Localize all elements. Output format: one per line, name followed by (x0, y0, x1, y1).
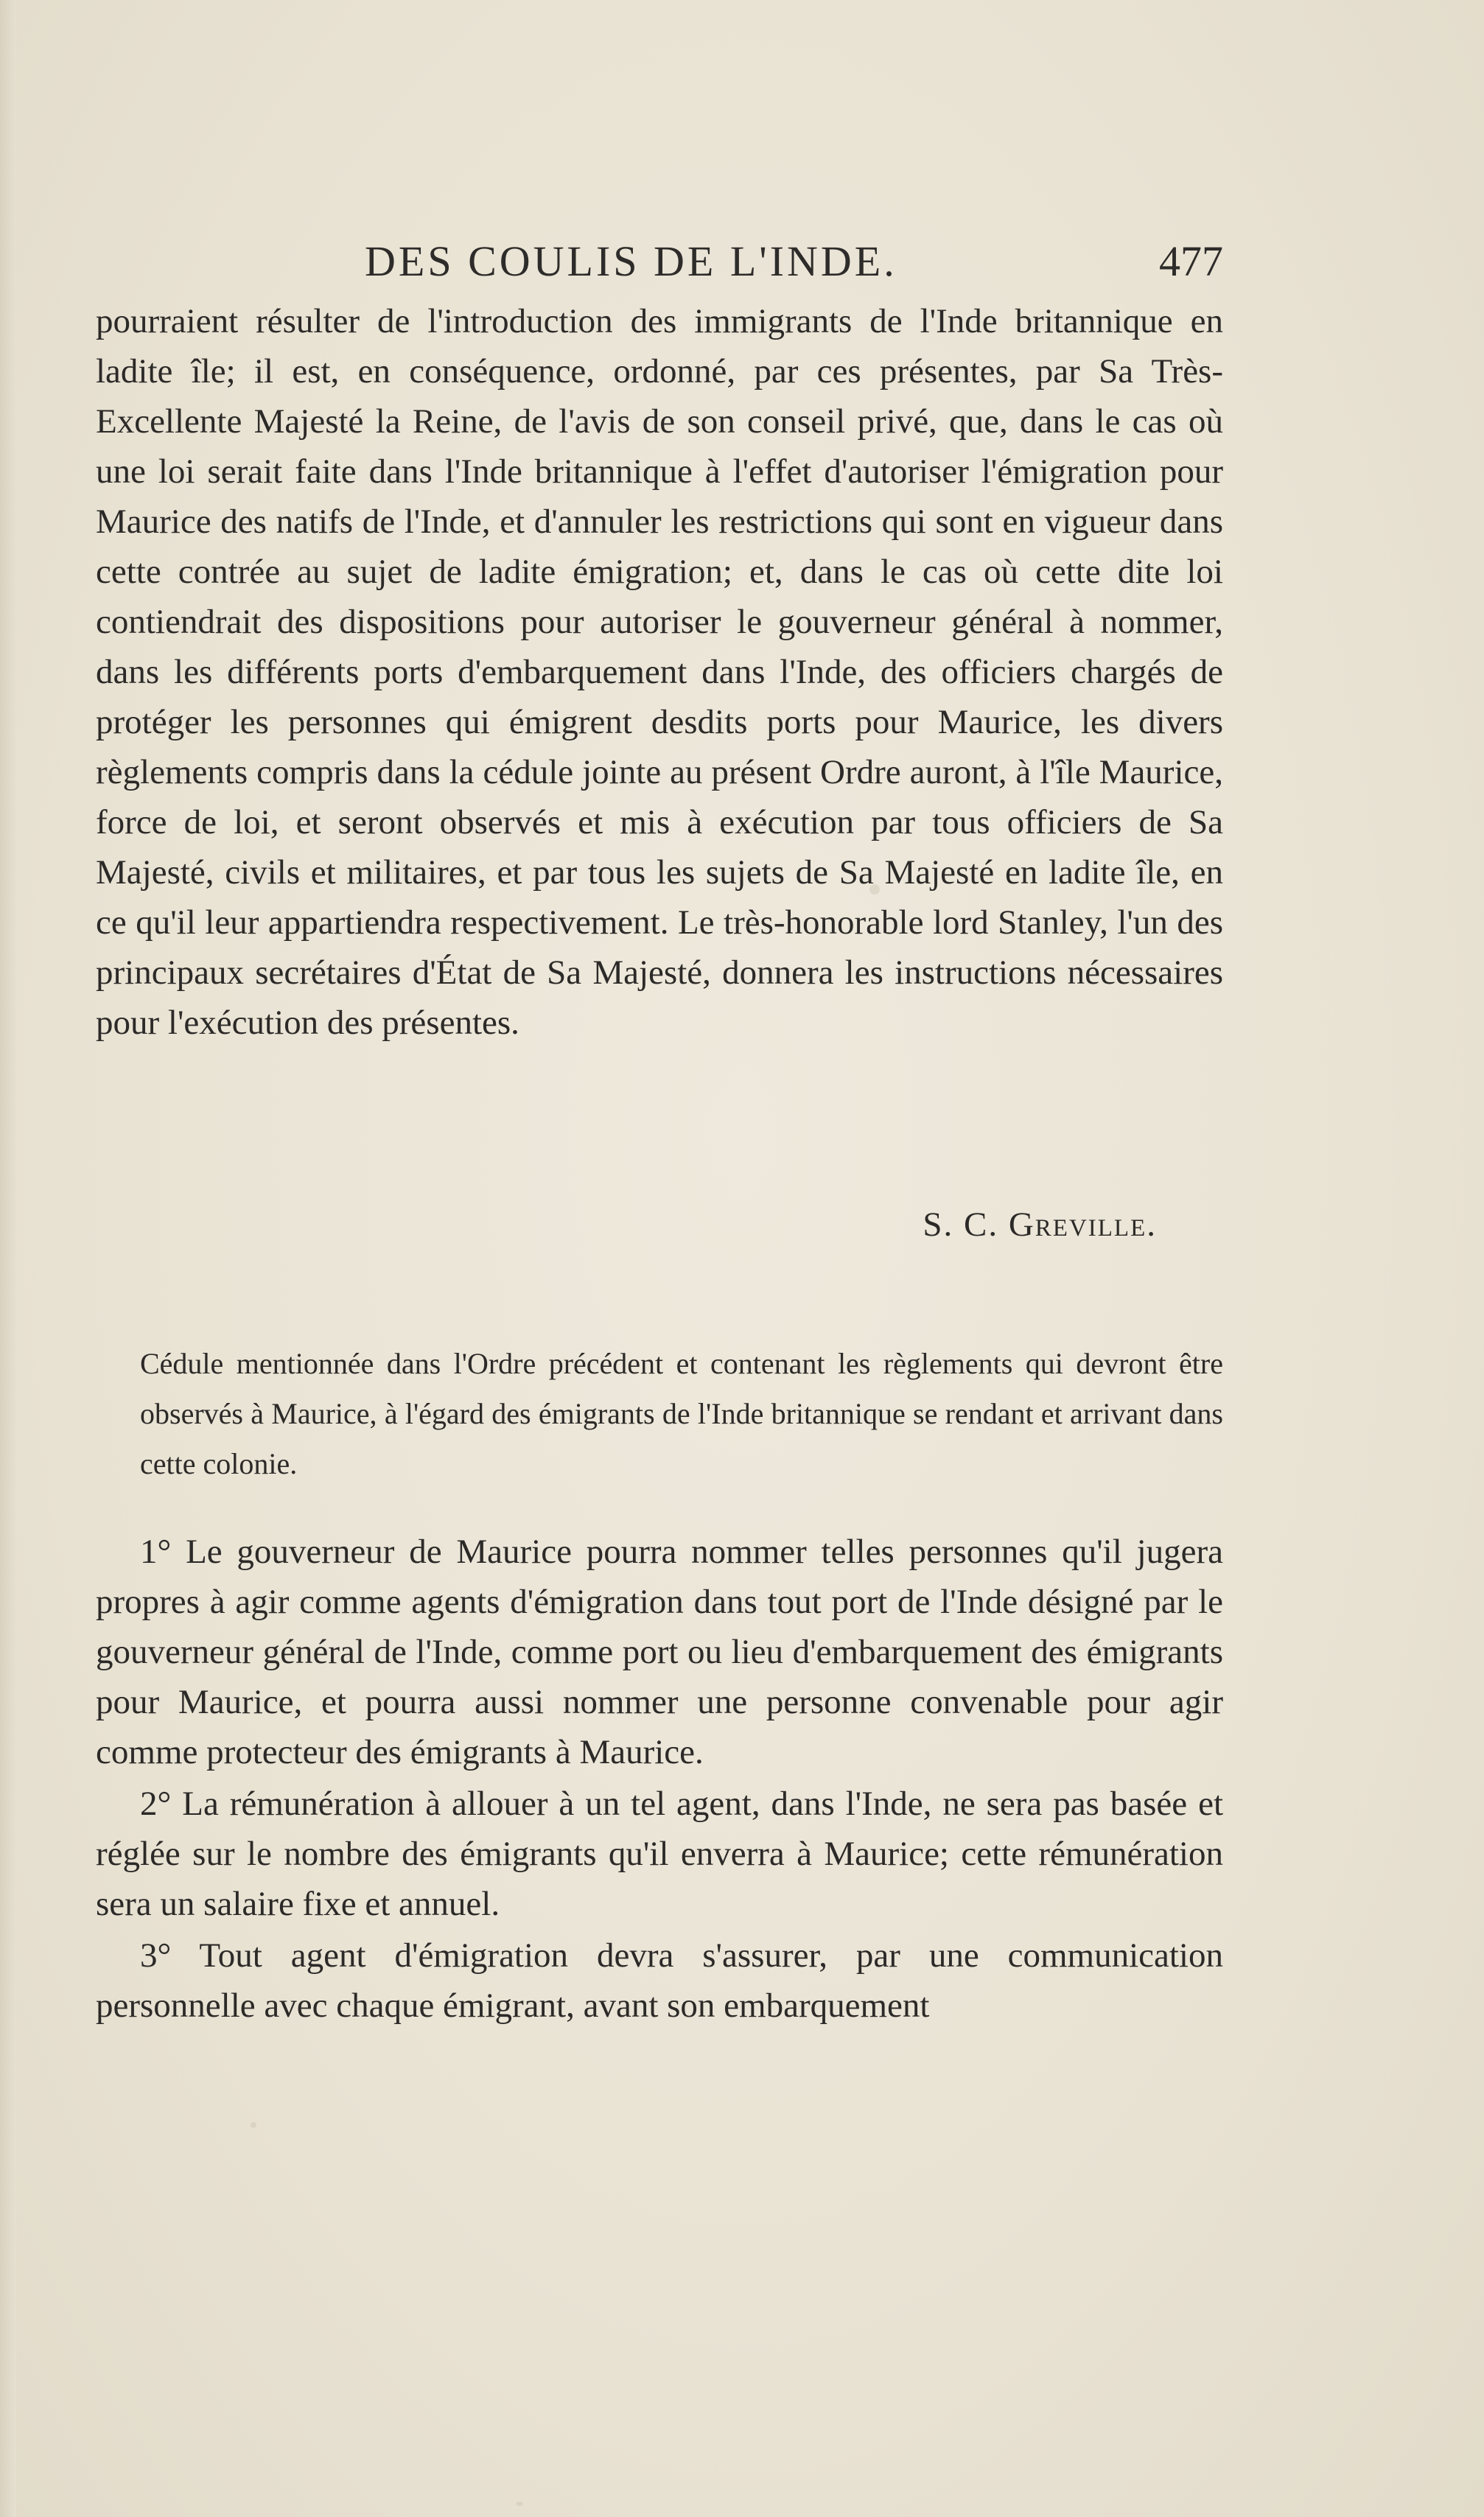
article-text: La rémunération à allouer à un tel agent, dans l'Inde, ne sera pas basée et réglée sur le nombre des émigrants qu'il enverra à Maurice; cette rémunération sera un salaire fixe et annuel. (96, 1785, 1223, 1923)
article-1 (96, 1527, 1223, 1777)
page-number: 477 (1159, 237, 1223, 285)
signature: S. C. Greville. (923, 1205, 1157, 1244)
body-paragraph: pourraient résulter de l'introduction des immigrants de l'Inde britannique en ladite île; il est, en conséquence, ordonné, par ces présentes, par Sa Très-Excellente Majesté la Reine, de l'avis de son conseil privé, que, dans le cas où une loi serait faite dans l'Inde britannique à l'effet d'autoriser l'émigration pour Maurice des natifs de l'Inde, et d'annuler les restrictions qui sont en vigueur dans cette contrée au sujet de ladite émigration; et, dans le cas où cette dite loi contiendrait des dispositions pour autoriser le gouverneur général à nommer, dans les différents ports d'embarquement dans l'Inde, des officiers chargés de protéger les personnes qui émigrent desdits ports pour Maurice, les divers règlements compris dans la cédule jointe au présent Ordre auront, à l'île Maurice, force de loi, et seront observés et mis à exécution par tous officiers de Sa Majesté, civils et militaires, et par tous les sujets de Sa Majesté en ladite île, en ce qu'il leur appartiendra respectivement. Le très-honorable lord Stanley, l'un des principaux secrétaires d'État de Sa Majesté, donnera les instructions nécessaires pour l'exécution des présentes. (96, 302, 1223, 1042)
running-head: DES COULIS DE L'INDE. (365, 237, 897, 285)
article-number: 2° (140, 1785, 172, 1823)
article-text: Tout agent d'émigration devra s'assurer, par une communication personnelle avec chaque émigrant, avant son embarquement (96, 1936, 1223, 2025)
page-gutter (0, 0, 16, 2517)
schedule-title: Cédule mentionnée dans l'Ordre précédent et contenant les règlements qui devront être observés à Maurice, à l'égard des émigrants de l'Inde britannique se rendant et arrivant dans cette colonie. (140, 1347, 1223, 1480)
articles-list (96, 1527, 1223, 2032)
article-3 (96, 1930, 1223, 2031)
page-header (96, 232, 1223, 291)
paper-spot (516, 2502, 523, 2506)
paper-spot (251, 2122, 256, 2128)
article-number: 3° (140, 1936, 172, 1975)
article-number: 1° (140, 1533, 172, 1571)
article-text: Le gouverneur de Maurice pourra nommer telles personnes qu'il jugera propres à agir comme agents d'émigration dans tout port de l'Inde désigné par le gouverneur général de l'Inde, comme port ou lieu d'embarquement des émigrants pour Maurice, et pourra aussi nommer une personne convenable pour agir comme protecteur des émigrants à Maurice. (96, 1533, 1223, 1771)
article-2 (96, 1779, 1223, 1929)
